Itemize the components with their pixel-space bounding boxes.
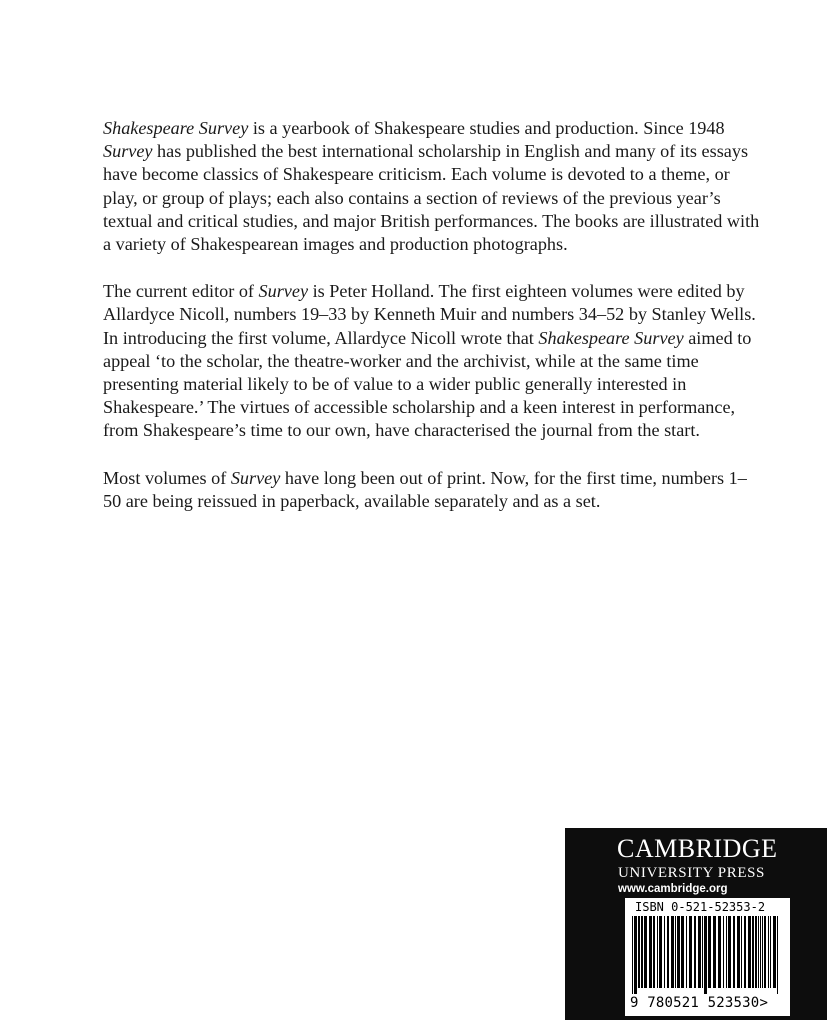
barcode-bar	[764, 916, 766, 988]
barcode-bar	[641, 916, 643, 988]
barcode-bar	[760, 916, 761, 988]
barcode-bar	[698, 916, 701, 988]
back-cover-blurb	[103, 117, 763, 537]
barcode-bar	[708, 916, 711, 988]
barcode-bar	[677, 916, 680, 988]
barcode-bar	[694, 916, 696, 988]
publisher-imprint-box	[565, 828, 827, 1020]
barcode-bar	[681, 916, 684, 988]
barcode-bar	[671, 916, 674, 988]
barcode-bar	[659, 916, 662, 988]
barcode-bar	[755, 916, 757, 988]
barcode-bar	[741, 916, 742, 988]
barcode-bar	[644, 916, 647, 988]
barcode-bar	[758, 916, 759, 988]
barcode-bar	[718, 916, 721, 988]
barcode-bar	[667, 916, 669, 988]
barcode-bar	[748, 916, 751, 988]
barcode-bar	[689, 916, 692, 988]
barcode-bar	[762, 916, 763, 988]
publisher-url: www.cambridge.org	[618, 883, 728, 895]
title-italic: Shakespeare Survey	[103, 118, 249, 138]
barcode-bar	[737, 916, 740, 988]
barcode-bar	[638, 916, 640, 988]
barcode-bar	[713, 916, 716, 988]
barcode-bar	[704, 916, 707, 994]
publisher-name: CAMBRIDGE	[617, 834, 778, 863]
barcode-bar	[702, 916, 703, 988]
barcode-bar	[675, 916, 676, 988]
barcode-bar	[649, 916, 652, 988]
blurb-paragraph-2: The current editor of Survey is Peter Holland. The first eighteen volumes were edited by Allardyce Nicoll, numbers 19–33 by Kenneth Muir and numbers 34–52 by Stanley Wells. In introducing the first volume, Allardyce Nicoll wrote that Shakespeare Survey aimed to appeal ‘to the scholar, the theatre-worker and the archivist, while at the same time presenting material likely to be of value to a wider public generally interested in Shakespeare.’ The virtues of accessible scholarship and a keen interest in performance, from Shakespeare’s time to our own, have characterised the journal from the start.	[103, 281, 756, 441]
blurb-paragraph-3: Most volumes of Survey have long been out of print. Now, for the first time, numbers 1–50 are being reissued in paperback, available separately and as a set.	[103, 467, 747, 511]
isbn-label: ISBN 0-521-52353-2	[635, 900, 766, 914]
blurb-paragraph-1: Shakespeare Survey is a yearbook of Shakespeare studies and production. Since 1948 Survey has published the best international scholarship in English and many of its essays have become classics of Shakespeare criticism. Each volume is devoted to a theme, or play, or group of plays; each also contains a section of reviews of the previous year’s textual and critical studies, and major British performances. The books are illustrated with a variety of Shakespearean images and production photographs.	[103, 118, 760, 255]
barcode-bar	[686, 916, 687, 988]
barcode-bar	[752, 916, 754, 988]
publisher-subtitle: UNIVERSITY PRESS	[618, 865, 765, 881]
barcode	[630, 916, 785, 994]
barcode-bar	[728, 916, 731, 988]
barcode-bar	[664, 916, 665, 988]
barcode-bar	[773, 916, 776, 988]
barcode-bar	[768, 916, 769, 988]
barcode-bar	[634, 916, 637, 994]
barcode-bar	[770, 916, 771, 988]
barcode-bar	[744, 916, 746, 988]
barcode-bar	[632, 916, 633, 994]
barcode-bar	[726, 916, 727, 988]
barcode-bar	[777, 916, 778, 994]
barcode-bar	[653, 916, 655, 988]
barcode-digits: 9 780521 523530>	[630, 995, 769, 1011]
barcode-panel	[625, 898, 790, 1016]
barcode-bar	[657, 916, 658, 988]
barcode-bar	[733, 916, 735, 988]
barcode-bar	[723, 916, 724, 988]
